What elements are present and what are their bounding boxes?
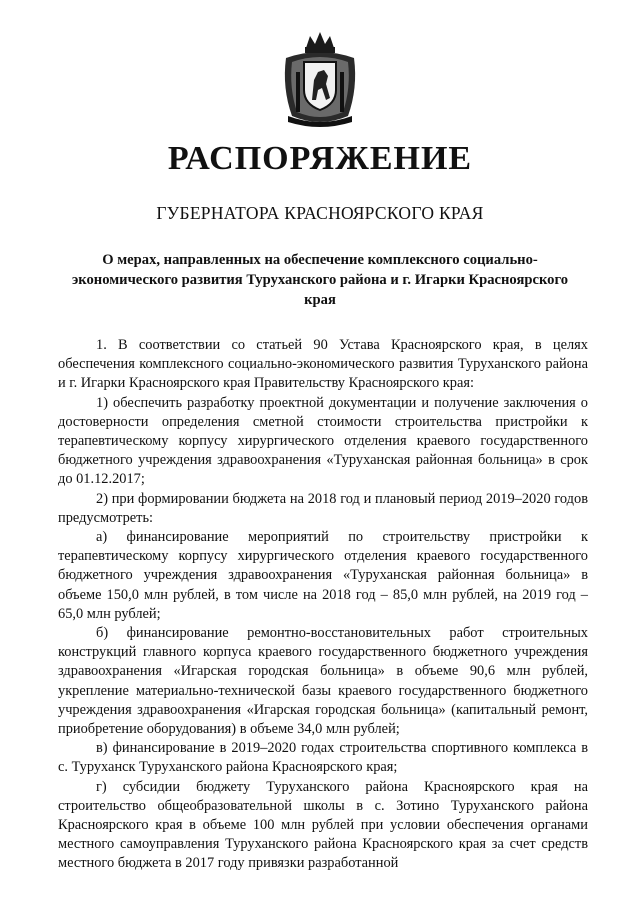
document-title: РАСПОРЯЖЕНИЕ: [167, 140, 473, 177]
coat-of-arms-icon: [272, 28, 368, 132]
paragraph: 1) обеспечить разработку проектной документации и получение заключения о достоверности определения сметной стоимости строительства пристройки к терапевтическому корпусу хирургического отделения краевого государственного бюджетного учреждения здравоохранения «Туруханская районная больница» в срок до 01.12.2017;: [58, 394, 588, 488]
paragraph: 2) при формировании бюджета на 2018 год и плановый период 2019–2020 годов предусмотреть:: [58, 490, 588, 526]
paragraph: в) финансирование в 2019–2020 годах строительства спортивного комплекса в с. Туруханск Туруханского района Красноярского края;: [58, 740, 588, 776]
paragraph: 1. В соответствии со статьей 90 Устава Красноярского края, в целях обеспечения комплексного социально-экономического развития Туруханского района и г. Игарки Красноярского края Правительству Красноярского края:: [58, 337, 588, 392]
paragraph: г) субсидии бюджету Туруханского района Красноярского края на строительство общеобразовательной школы в с. Зотино Туруханского района Красноярского края в объеме 100 млн рублей при условии обеспечения органами местного самоуправления Туруханского района Красноярского края за счет средств местного бюджета в 2017 году привязки разработанной: [58, 778, 588, 872]
document-heading: О мерах, направленных на обеспечение комплексного социально-экономического развития Туруханского района и г. Игарки Красноярского края: [71, 252, 569, 308]
issuer-title: ГУБЕРНАТОРА КРАСНОЯРСКОГО КРАЯ: [156, 203, 484, 223]
paragraph: а) финансирование мероприятий по строительству пристройки к терапевтическому корпусу хирургического отделения краевого государственного бюджетного учреждения здравоохранения «Туруханская районная больница» в объеме 150,0 млн рублей, в том числе на 2018 год – 85,0 млн рублей, на 2019 год – 65,0 млн рублей;: [58, 529, 588, 622]
paragraph: б) финансирование ремонтно-восстановительных работ строительных конструкций главного корпуса краевого государственного бюджетного учреждения здравоохранения «Игарская городская больница» в объеме 90,6 млн рублей, укрепление материально-технической базы краевого государственного бюджетного учреждения здравоохранения «Игарская городская больница» (капитальный ремонт, приобретение оборудования) в объеме 34,0 млн рублей;: [58, 625, 588, 738]
document-body: [58, 336, 588, 874]
